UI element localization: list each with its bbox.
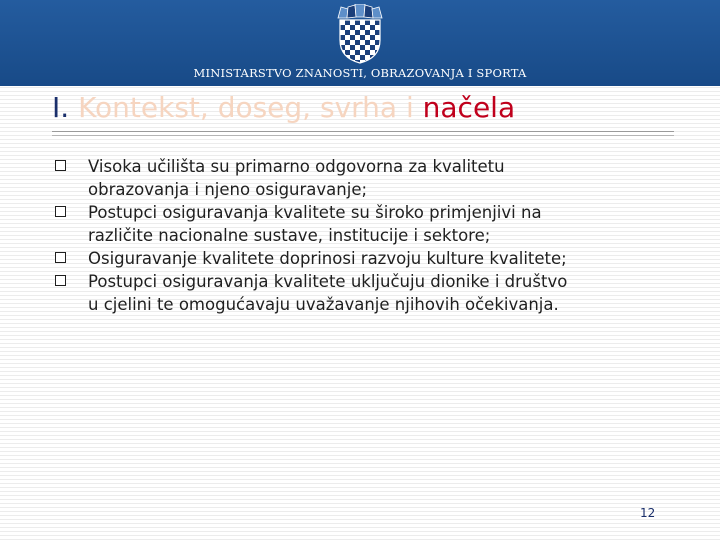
- bullet-item: [50, 201, 690, 247]
- title-number: I.: [52, 91, 79, 124]
- title-divider: [52, 131, 674, 136]
- slide-title: [52, 88, 515, 128]
- title-highlight: načela: [422, 91, 516, 124]
- bullet-line: Postupci osiguravanja kvalitete su široko primjenjivi na: [88, 203, 542, 222]
- bullet-line: obrazovanja i njeno osiguravanje;: [88, 180, 368, 199]
- bullet-line: Postupci osiguravanja kvalitete uključuju dionike i društvo: [88, 272, 568, 291]
- coat-of-arms-icon: [337, 4, 383, 64]
- bullet-line: Visoka učilišta su primarno odgovorna za kvalitetu: [88, 157, 505, 176]
- square-bullet-icon: [55, 206, 66, 217]
- title-faded-text: Kontekst, doseg, svrha i: [78, 91, 423, 124]
- square-bullet-icon: [55, 275, 66, 286]
- bullet-list: [50, 155, 690, 316]
- ministry-name: MINISTARSTVO ZNANOSTI, OBRAZOVANJA I SPORTA: [193, 66, 527, 80]
- bullet-item: [50, 247, 690, 270]
- bullet-line: u cjelini te omogućavaju uvažavanje njihovih očekivanja.: [88, 295, 559, 314]
- bullet-line: Osiguravanje kvalitete doprinosi razvoju kulture kvalitete;: [88, 249, 567, 268]
- page-number: 12: [640, 506, 656, 520]
- bullet-item: [50, 155, 690, 201]
- bullet-line: različite nacionalne sustave, institucije i sektore;: [88, 226, 491, 245]
- header-band: [0, 0, 720, 86]
- bullet-item: [50, 270, 690, 316]
- square-bullet-icon: [55, 252, 66, 263]
- square-bullet-icon: [55, 160, 66, 171]
